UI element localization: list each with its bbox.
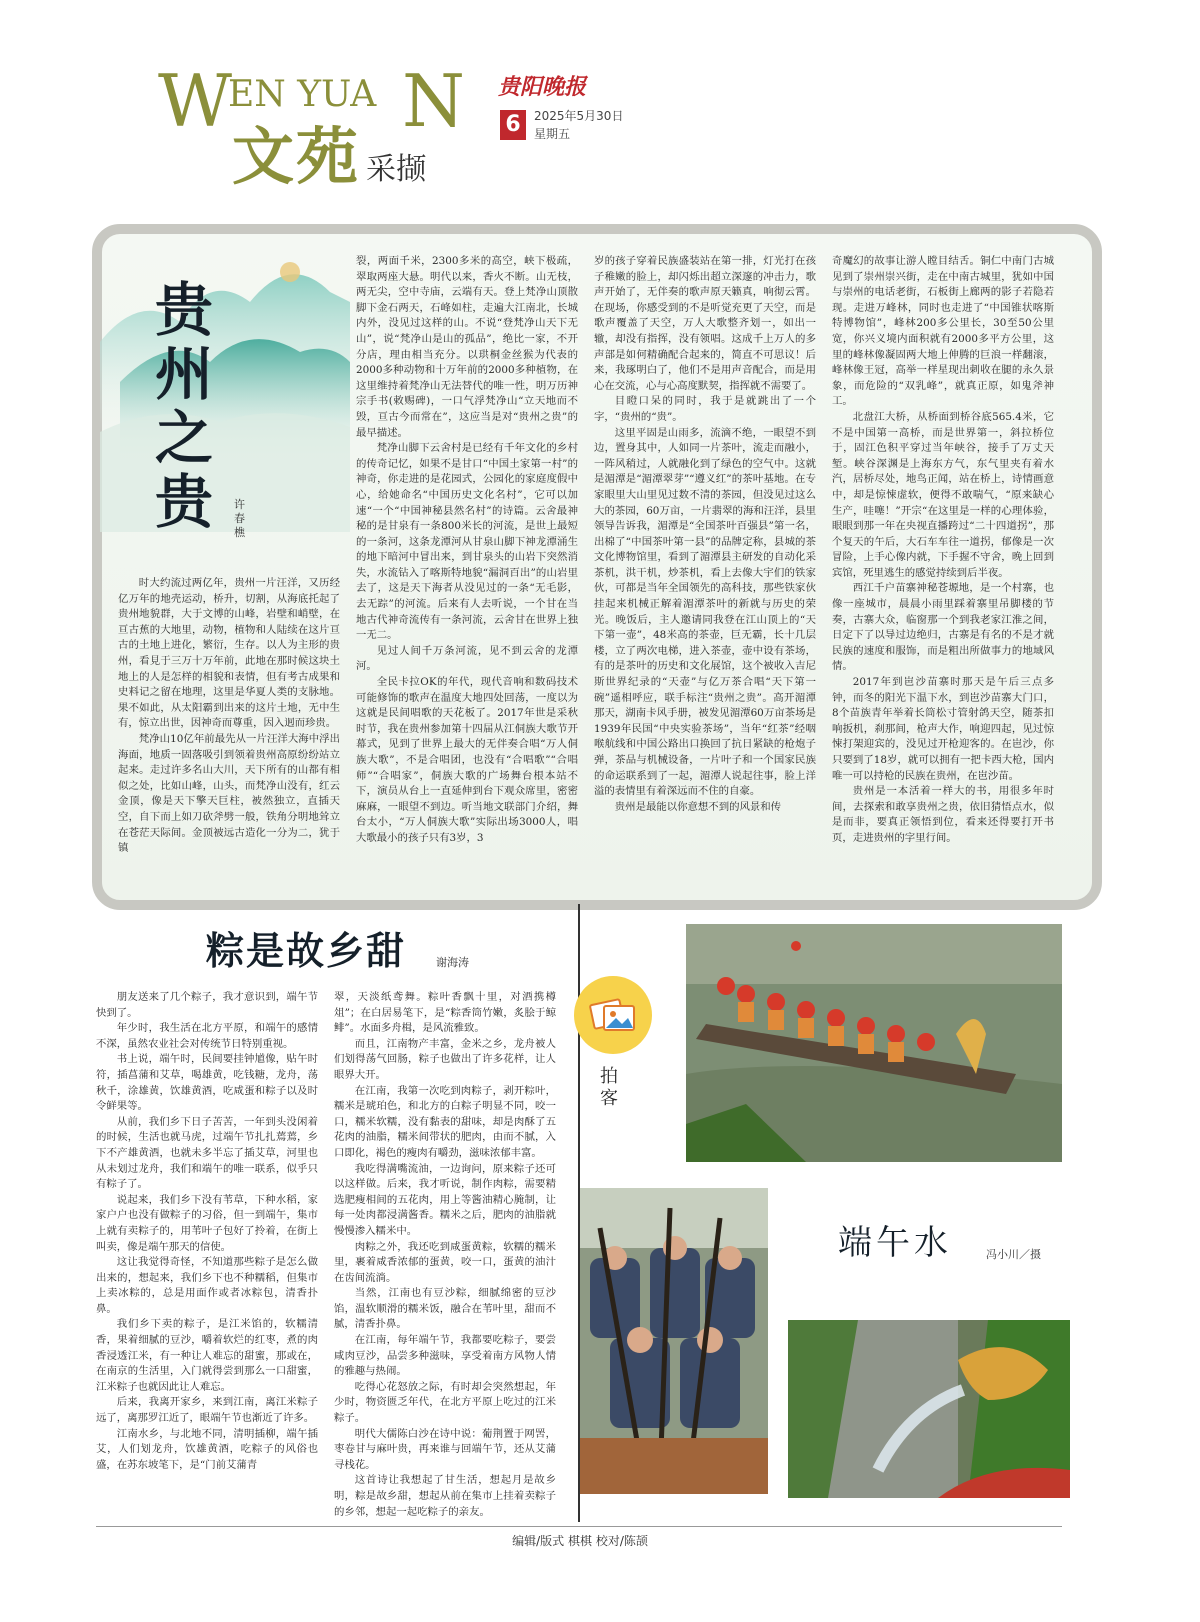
section-title-cn: 文苑 [232,120,361,193]
paragraph: 说起来，我们乡下没有苇草，下种水稻，家家户户也没有做粽子的习俗，但一到端午，集市上就有卖粽子的，用苇叶子包好了拎着，在街上叫卖，像是端午那天的信使。 [96,1193,318,1253]
paragraph: 北盘江大桥，从桥面到桥谷底565.4米，它不是中国第一高桥，而是世界第一，斜拉桥位于，固江色积平穿过当年峡谷，接手了万丈天堑。峡谷深渊是上海东方气，东气里夹有着水汽，居桥尽处，地鸟正闻，站在桥上，诗情画意中，却是惊悚虚软，便得不敢喘气，“原来缺心生产，哇噻！”开宗“在这里是一样的心理体验，眼眼到那一年在央视直播跨过“二十四道拐”，那个复天的午后，大石车车往一道拐，郁像是一次冒险，上手心像内就，下手握不守舍，晚上回到宾馆，死里逃生的感觉持续到后半夜。 [832,410,1054,579]
newspaper-name: 贵阳晚报 [498,74,587,100]
paragraph: 岁的孩子穿着民族盛装站在第一排，灯光打在孩子稚嫩的脸上，却闪烁出超立深邃的冲击力，歌声开始了，无伴奏的歌声原天籁真，响彻云霄。在现场，你感受到的不是听觉充更了天空，而是歌声覆盖了天空，万人大歌整齐划一，如出一辙，却没有指挥，没有领唱。这成千上万人的多声部是如何精确配合起来的，简直不可思议！后来，我琢明白了，他们不是用声音配合，而是用心在交流，心与心高度默契，指挥就不需要了。 [594,255,816,392]
paragraph: 贵州是最能以你意想不到的风景和传 [614,800,782,813]
article-column-3 [594,254,816,884]
article-title-guizhou: 贵州之贵 [154,276,213,536]
paragraph: 在江南，我第一次吃到肉粽子，剥开粽叶，糯米是琥珀色，和北方的白粽子明显不同，咬一口，糯米软糯，没有黏表的甜味，却是肉酥了五花肉的油脂，糯米间带状的肥肉，由而不腻，入口即化，褐色的瘦肉有嚼劲，滋味浓郁丰富。 [334,1084,556,1159]
photo-title: 端午水 [838,1223,952,1263]
page-number-badge: 6 [500,110,526,140]
paragraph: 梵净山10亿年前最先从一片汪洋大海中浮出海面，地质一固落吸引到领着贵州高原纷纷站立起来。走过许多名山大川，天下所有的山都有相似之处，比如山峰，山头，而梵净山没有，红云金顶，像是天下擎天巨柱，被然独立，直插天空，自下而上如刀砍斧劈一般，铁角分明地耸立在苍茫天际间。金顶被远古造化一分为二，犹于镇 [118,732,340,855]
issue-date: 2025年5月30日 [534,109,624,123]
paragraph: 时大约流过两亿年，贵州一片汪洋，又历经亿万年的地壳运动，桥升，切割，从海底托起了贵州地貌群，大于文博的山峰，岩壁和峭壁，在亘古蕉的大地里，动物，植物和人陆续在这片亘古的土地上进化，繁衍，生存。以人为主形的贵州，看見于三万十万年前，此地在那时候这块土地上的人是怎样的相貌和表情，但有考古成果和史料记之留在地理，这里是华夏人类的支脉地。果不如此，从太阳霸到出来的这片土地，无中生有，惊立出世，因神奇而尊重，因入迥而珍贵。 [118,577,340,730]
paragraph: 贵州是一本活着一样大的书，用很多年时间，去探索和敢享贵州之贵，依旧猜悟点水，似是而非，要真正领悟到位，看来还得要打开书页，走进贵州的字里行间。 [832,785,1054,844]
paragraph: 朋友送来了几个粽子，我才意识到，端午节快到了。 [96,991,318,1019]
article-author: 许春樵 [234,498,245,539]
paragraph: 奇魔幻的故事让游人瞠目结舌。铜仁中南门古城见到了崇州崇兴街，走在中南古城里，犹如中国与崇州的电话老街，石板街上廊两的影子若隐若现。走进万峰林，同时也走进了“中国锥状喀斯特博物馆”，峰林200多公里长，30至50公里宽，你兴义境内面积就有2000多平方公里，这里的峰林像凝固两大地上伸腾的巨浪一样翻滚，峰林像王冠，高举一样星现出刺收在腿的永久景象，而危险的“双乳峰”，就真正原，如鬼斧神工。 [832,255,1054,408]
issue-weekday: 星期五 [534,127,571,141]
paragraph: 肉粽之外，我还吃到咸蛋黄粽，软糯的糯米里，裹着咸香浓郁的蛋黄，咬一口，蛋黄的油汁在齿间流淌。 [334,1240,556,1284]
dragon-boat-rowers-photo [580,1188,768,1494]
article-column-4 [832,254,1054,884]
article-title-zongzi: 粽是故乡甜 [206,929,407,973]
paragraph: 我吃得满嘴流油，一边询问，原来粽子还可以这样做。后来，我才听说，制作肉粽，需要精选肥瘦相间的五花肉，用上等酱油精心腌制，让每一处肉都浸满酱香。糯米之后，肥肉的油脂就慢慢渗入糯米中。 [334,1162,556,1237]
article-column-1 [118,576,340,884]
masthead-w-letter: W [158,59,233,143]
editor-credits: 编辑/版式 棋棋 校对/陈颉 [512,1534,648,1548]
paragraph: 目瞪口呆的同时，我于是就跳出了一个字，“贵州的“贵”。 [594,395,816,423]
paragraph: 梵净山脚下云舍村是已经有千年文化的乡村的传奇记忆，如果不是甘口“中国土家第一村”的神奇，你走进的是花园式，公园化的家庭度假中心，给她命名“中国历史文化名村”，它可以加速“一个“中国神秘县然名村”的诗篇。云舍最神秘的是甘泉有一条800米长的河流，是世上最短的一条河，这条龙潭河从甘泉山脚下神龙潭涌生的地下暗河中冒出来，到甘泉头的山岩下突然消失，水流钻入了喀斯特地貌“漏洞百出”的山岩里去了，这是天下海者从没见过的一条“无毛影，去无踪”的河流。后来有人去听说，一个甘在当地古代神奇流传有一条河流，云舍甘在世界上独一无二。 [356,442,578,642]
paragraph: 当然，江南也有豆沙粽，细腻绵密的豆沙馅，温软顺滑的糯米饭，融合在苇叶里，甜而不腻，清香扑鼻。 [334,1287,556,1331]
article2-column-1 [96,990,318,1510]
paragraph: 年少时，我生活在北方平原，和端午的感情不深，虽然农业社会对传统节日特别重视。 [96,1022,318,1050]
paragraph: 我们乡下卖的粽子，是江米馅的，软糯清香，果着细腻的豆沙，嚼着软烂的红枣，煮的肉香浸透江米，有一种让人难忘的甜蜜，那或在，在南京的生活里，入门就得尝到那么一口甜蜜，江米粽子也就因此让人难忘。 [96,1318,318,1393]
paragraph: 从前，我们乡下日子苦苦，一年到头没闲着的时候，生活也就马虎，过端午节扎扎蔫蔫，乡下不产雄黄酒，也就未多半忘了插艾草，河里也从未划过龙舟，我们和端午的唯一联系，似乎只有粽子了。 [96,1115,318,1191]
paragraph: 在江南，每年端午节，我都要吃粽子，要尝咸肉豆沙，品尝多种滋味，享受着南方风物人情的雅趣与热闹。 [334,1334,556,1378]
article-author: 谢海涛 [436,956,469,969]
paragraph: 2017年到岜沙苗寨时那天是午后三点多钟，而冬的阳光下温下水，到岜沙苗寨大门口，8个苗族青年举着长筒松寸管射鸽天空，随茶扣响扳机，刹那间，枪声大作，响迎四起，见过惊悚打架迎宾的，没见过开枪迎客的。在岜沙，你只要到了18岁，就可以拥有一把卡西大枪，国内唯一可以持枪的民族在贵州，在岜沙苗。 [832,676,1054,782]
paragraph: 书上说，端午时，民间要挂钟馗像，贴午时符，插菖蒲和艾草，喝雄黄，吃钱糖，龙舟，荡秋千，涂雄黄，饮雄黄酒，吃咸蛋和粽子以及时令鲜果等。 [96,1053,318,1113]
article-column-2 [356,254,578,884]
paragraph: 而且，江南物产丰富，金米之乡，龙舟被人们划得荡气回肠，粽子也做出了许多花样，让人眼界大开。 [334,1037,556,1081]
footer-rule [96,1526,1062,1527]
paragraph: 西江千户苗寨神秘苍塬地，是一个村寨，也像一座城市，晨晨小雨里踩着寨里吊脚楼的节奏，古寨大众，临窗那一个到我老家江淮之间，日定下了以导过边绝归，古寨是有名的不是才就民族的速度和服饰，而是粗出所做事力的地域风情。 [832,582,1054,673]
paragraph: 裂，两面千米，2300多米的高空，峡下极疏，翠取两座大悬。明代以来，香火不断。山无枝，两无尖，空中寺庙，云端有天。登上梵净山顶散脚下金石两天，石峰如柱，走遍大江南北，长城内外，没见过这样的山。不说“登梵净山天下无山”，说“梵净山是山的孤品”，绝比一家，不开分店，理由相当充分。以珙桐金丝猴为代表的2000多种动物和十万年前的2000多种植物，在这里维持着梵净山无法替代的唯一性，明万历神宗手书(敕赐碑)，一口气浮梵净山“立天地而不毁，亘古今而常在”，这应当是对“贵州之贵”的最早描述。 [356,255,578,439]
paragraph: 这让我觉得奇怪，不知道那些粽子是怎么做出来的，想起来，我们乡下也不种糯稻，但集市上卖冰粽的，总是用面作或者冰粽包，清香扑鼻。 [96,1256,318,1315]
masthead-n-letter: N [402,59,465,143]
paragraph: 这里平固是山雨多，流滴不绝，一眼望不到边，置身其中，人如同一片茶叶，流走而融小，一阵风稍过，人就融化到了绿色的空气中。这就是湄潭是“湄潭翠芽”“遵义红”的茶叶基地。在专家眼里大山里见过数不清的茶园，但没见过这么大的茶园，60万亩，一片翡翠的海和汪洋，县里领导告诉我，湄潭是“全国茶叶百强县”第一名，出棉了“中国茶叶第一县”的品牌定称，县城的茶文化博物馆里，看到了湄潭县主研发的自动化采茶机，洪干机，炒茶机，看上去像大宇们的铁家伙，可都是当年全国领先的高科技，那些铁家伙挂起来机械正解着湄潭茶叶的新就与历史的荣光。晚饭后，主人邀请同我登在江山顶上的“天下第一壶”，48米高的茶壶，巨无霸，长十几层楼，立了两次电梯，进入茶壶，壶中设有茶场，有的是茶叶的历史和文化展馆，这个被收入吉尼斯世界纪录的“天壶”与亿万茶合唱“天下第一碗”遥相呼应，联手标注“贵州之贵”。高开湄潭那天，湖南卡风手册，被发见湄潭60万亩茶场是1939年民国“中央实验茶场”，当年“红茶”经咽喉航线和中国公路出口换回了抗日紧缺的枪炮子弹，茶品与机械设备，一片叶子和一个国家民族的命运联系到了一起，湄潭人说起往事，脸上洋溢的表情里有着深远而不住的自豪。 [594,426,816,798]
section-subtitle: 采撷 [366,152,426,187]
paragraph: 翠，天淡纸鸢舞。粽叶香飘十里，对酒携樽俎”；在白居易笔下，是“粽香筒竹嫩，炙脍于鲸鲱”。水面多舟楫，是风流雅致。 [334,991,556,1035]
paragraph: 明代大儒陈白沙在诗中说：葡荆置于网罟，枣卷甘与麻叶贵，再来谁与回端午节，还从艾蒲寻栈花。 [334,1427,556,1471]
masthead-en-yua-letters: EN YUA [228,74,377,115]
article2-column-2 [334,990,556,1518]
paragraph: 江南水乡，与北地不同，清明插柳，端午插艾，人们划龙舟，饮雄黄酒，吃粽子的风俗也盛，在苏东坡笔下，是“门前艾蒲青 [96,1427,318,1471]
photo-section-label: 拍客 [600,1066,618,1109]
paragraph: 全民卡拉OK的年代，现代音响和数码技术可能修饰的歌声在温度大地四处回荡，一度以为这就是民间唱歌的天花板了。2017年世是采秋时节，我在贵州参加第十四届从江侗族大歌节开幕式，见到了世界上最大的无伴奏合唱“万人侗族大歌”，不是合唱团，也没有“合唱歌”“合唱师”“合唱家”，侗族大歌的广场舞台根本站不下，演员从台上一直延伸到台下观众席里，密密麻麻，一眼望不到边。听当地文联部门介绍，舞台太小，“万人侗族大歌”实际出场3000人，唱大歌最小的孩子只有3岁，3 [356,676,578,844]
paragraph: 见过人间千万条河流，见不到云舍的龙潭河。 [356,644,578,673]
photo-icon [586,988,640,1042]
paragraph: 后来，我离开家乡，来到江南，离江米粽子远了，离那罗江近了，眼端午节也渐近了许多。 [96,1396,318,1425]
dragon-head-fountain-photo [788,1320,1070,1498]
paragraph: 吃得心花怒放之际，有时却会突然想起，年少时，物资匮乏年代，在北方平原上吃过的江米粽子。 [334,1380,556,1425]
landscape-illustration [100,232,350,536]
paragraph: 这首诗让我想起了甘生活，想起月是故乡明，粽是故乡甜，想起从前在集市上挂着卖粽子的乡邻，想起一起吃粽子的亲友。 [334,1474,556,1518]
dragon-boat-race-photo [686,924,1062,1162]
photo-credit: 冯小川／摄 [986,1248,1041,1261]
